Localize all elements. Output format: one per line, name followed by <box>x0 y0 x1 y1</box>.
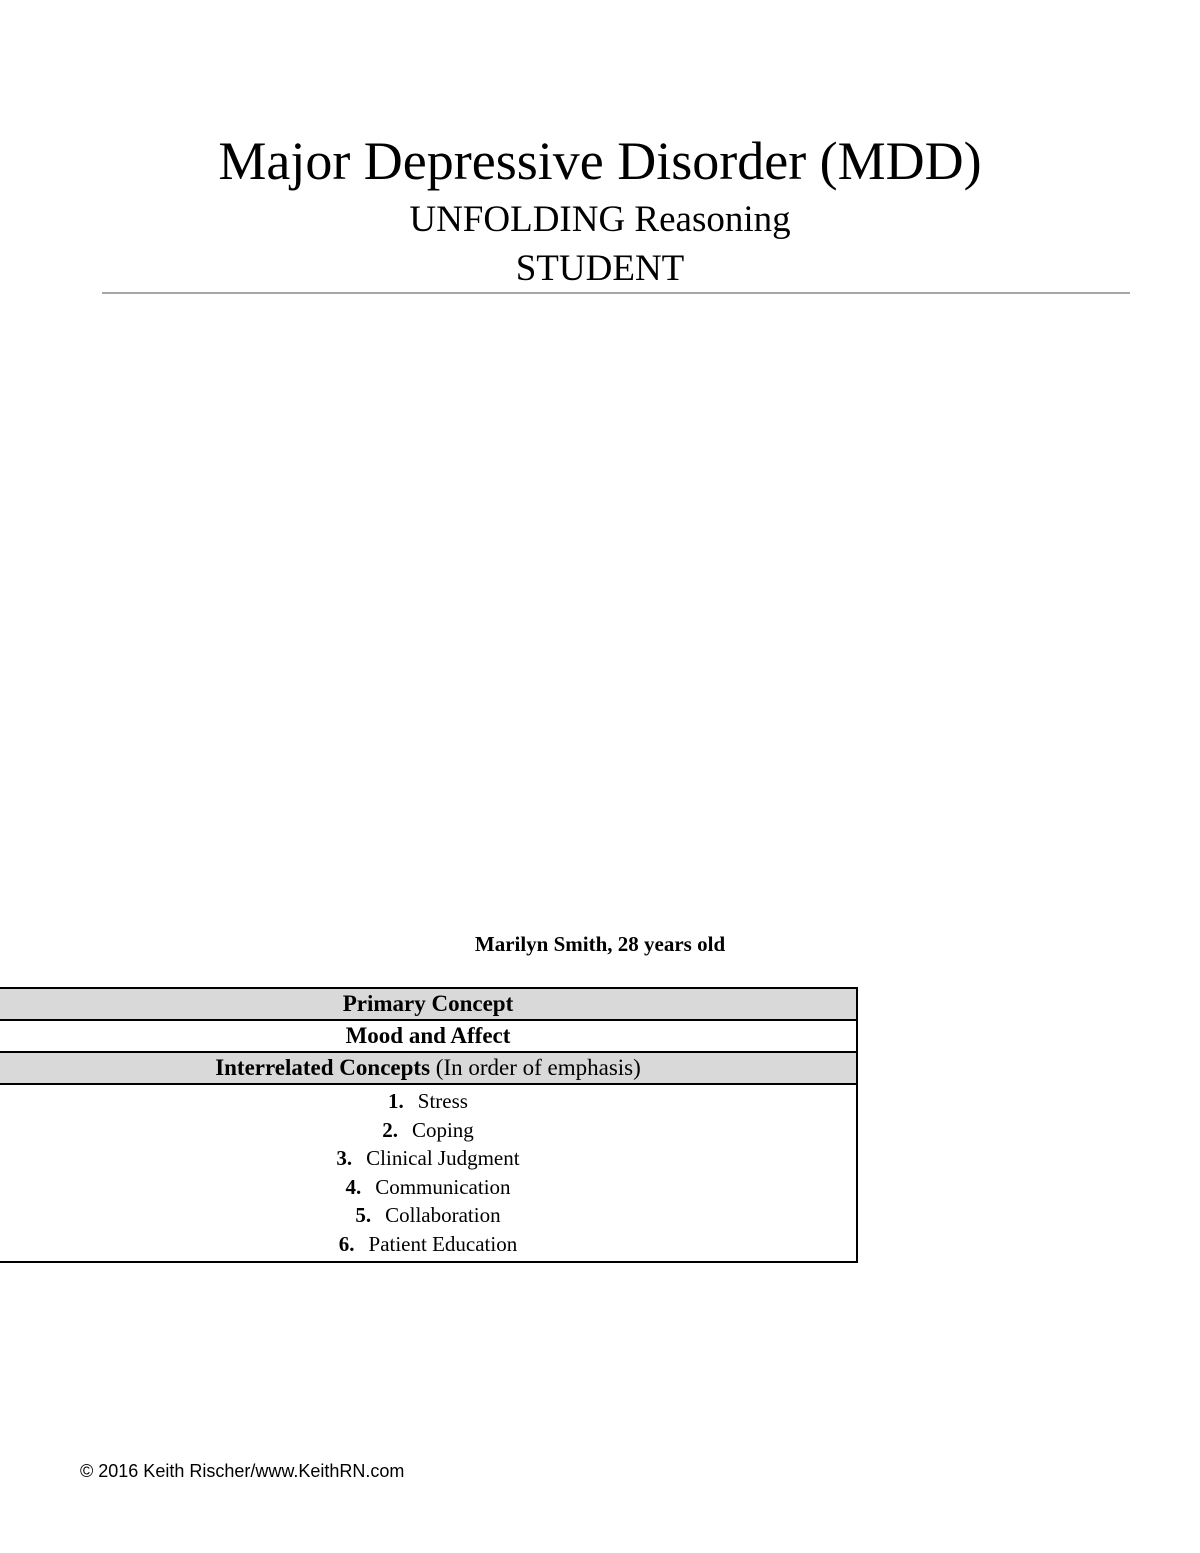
list-item <box>0 1173 856 1202</box>
interrelated-concepts-list <box>0 1087 856 1259</box>
document-subtitle: UNFOLDING Reasoning <box>409 199 791 240</box>
concepts-table <box>0 987 858 1263</box>
list-item-label: Communication <box>375 1174 511 1199</box>
document-title: Major Depressive Disorder (MDD) <box>218 131 982 191</box>
list-item-number: 2. <box>382 1117 398 1142</box>
interrelated-concepts-note: (In order of emphasis) <box>430 1055 641 1080</box>
primary-concept-header-row <box>0 988 857 1020</box>
primary-concept-header: Primary Concept <box>0 988 857 1020</box>
list-item <box>0 1230 856 1259</box>
list-item-number: 4. <box>345 1174 362 1199</box>
copyright-footer: © 2016 Keith Rischer/www.KeithRN.com <box>80 1461 405 1481</box>
list-item-number: 5. <box>355 1203 372 1228</box>
document-role: STUDENT <box>515 248 685 289</box>
list-item-label: Stress <box>417 1089 468 1113</box>
interrelated-concepts-header <box>0 1052 857 1084</box>
list-item-number: 3. <box>336 1146 353 1171</box>
list-item <box>0 1116 856 1145</box>
interrelated-concepts-list-row <box>0 1084 857 1262</box>
list-item-number: 6. <box>338 1231 355 1256</box>
primary-concept-value: Mood and Affect <box>0 1020 857 1052</box>
list-item-label: Collaboration <box>385 1203 501 1228</box>
list-item-label: Clinical Judgment <box>366 1146 520 1171</box>
patient-name: Marilyn Smith, 28 years old <box>474 932 726 956</box>
primary-concept-row <box>0 1020 857 1052</box>
list-item-label: Coping <box>411 1117 474 1142</box>
list-item-number: 1. <box>388 1089 404 1113</box>
list-item <box>0 1144 856 1173</box>
list-item <box>0 1201 856 1230</box>
interrelated-concepts-label: Interrelated Concepts <box>215 1055 431 1080</box>
list-item <box>0 1087 856 1116</box>
interrelated-concepts-cell <box>0 1084 857 1262</box>
list-item-label: Patient Education <box>368 1231 518 1256</box>
title-divider <box>102 292 1130 294</box>
interrelated-concepts-header-row <box>0 1052 857 1084</box>
